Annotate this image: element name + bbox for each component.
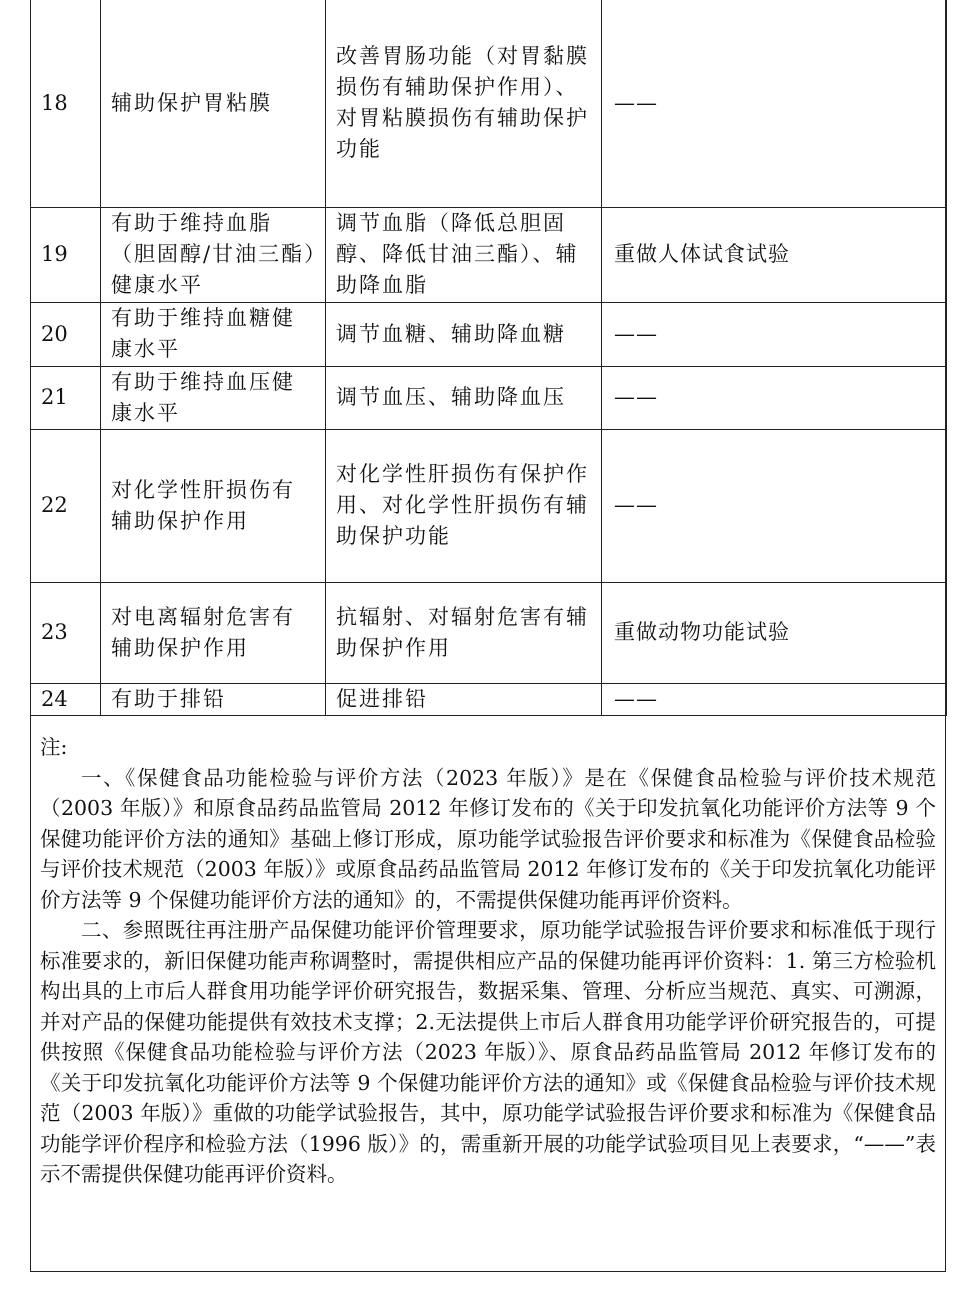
notes-title: 注: [40,735,68,759]
retest-requirement: —— [602,0,947,207]
note-paragraph-1: 一、《保健食品功能检验与评价方法（2023 年版）》是在《保健食品检验与评价技术规范（2003 年版）》和原食品药品监管局 2012 年修订发布的《关于印发抗氧化功能评价方法等 9 个保健功能评价方法的通知》基础上修订形成，原功能学试验报告评价要求和标准为《保健食品检验与评价技术规范（2003 年版）》或原食品药品监管局 2012 年修订发布的《关于印发抗氧化功能评价方法等 9 个保健功能评价方法的通知》的，不需提供保健功能再评价资料。 [40,765,936,912]
table-row [31,582,947,683]
row-number: 19 [31,207,101,302]
old-function-name: 改善胃肠功能（对胃黏膜损伤有辅助保护作用）、对胃粘膜损伤有辅助保护功能 [326,0,602,207]
retest-requirement: —— [602,302,947,366]
retest-requirement: —— [602,429,947,582]
table-row [31,0,947,207]
row-number: 22 [31,429,101,582]
retest-requirement: 重做动物功能试验 [602,582,947,683]
new-function-name: 有助于排铅 [101,683,326,715]
retest-requirement: —— [602,683,947,715]
row-number: 24 [31,683,101,715]
new-function-name: 辅助保护胃粘膜 [101,0,326,207]
new-function-name: 有助于维持血糖健康水平 [101,302,326,366]
table-row [31,429,947,582]
old-function-name: 调节血糖、辅助降血糖 [326,302,602,366]
retest-requirement: 重做人体试食试验 [602,207,947,302]
old-function-name: 对化学性肝损伤有保护作用、对化学性肝损伤有辅助保护功能 [326,429,602,582]
note-paragraph-2: 二、参照既往再注册产品保健功能评价管理要求，原功能学试验报告评价要求和标准低于现行标准要求的，新旧保健功能声称调整时，需提供相应产品的保健功能再评价资料：1. 第三方检验机构出具的上市后人群食用功能学评价研究报告，数据采集、管理、分析应当规范、真实、可溯源，并对产品的保健功能提供有效技术支撑；2.无法提供上市后人群食用功能学评价研究报告的，可提供按照《保健食品功能检验与评价方法（2023 年版）》、原食品药品监管局 2012 年修订发布的《关于印发抗氧化功能评价方法等 9 个保健功能评价方法的通知》或《保健食品检验与评价技术规范（2003 年版）》重做的功能学试验报告，其中，原功能学试验报告评价要求和标准为《保健食品功能学评价程序和检验方法（1996 版）》的，需重新开展的功能学试验项目见上表要求，“——”表示不需提供保健功能再评价资料。 [40,918,936,1186]
table-row [31,302,947,366]
old-function-name: 调节血脂（降低总胆固醇、降低甘油三酯）、辅助降血脂 [326,207,602,302]
new-function-name: 对电离辐射危害有辅助保护作用 [101,582,326,683]
old-function-name: 调节血压、辅助降血压 [326,366,602,429]
row-number: 23 [31,582,101,683]
retest-requirement: —— [602,366,947,429]
old-function-name: 抗辐射、对辐射危害有辅助保护作用 [326,582,602,683]
table-row [31,207,947,302]
row-number: 20 [31,302,101,366]
table-row [31,366,947,429]
old-function-name: 促进排铅 [326,683,602,715]
table-row [31,683,947,715]
function-table [30,0,947,716]
new-function-name: 对化学性肝损伤有辅助保护作用 [101,429,326,582]
row-number: 21 [31,366,101,429]
new-function-name: 有助于维持血压健康水平 [101,366,326,429]
notes-section [40,732,936,1190]
new-function-name: 有助于维持血脂（胆固醇/甘油三酯）健康水平 [101,207,326,302]
row-number: 18 [31,0,101,207]
